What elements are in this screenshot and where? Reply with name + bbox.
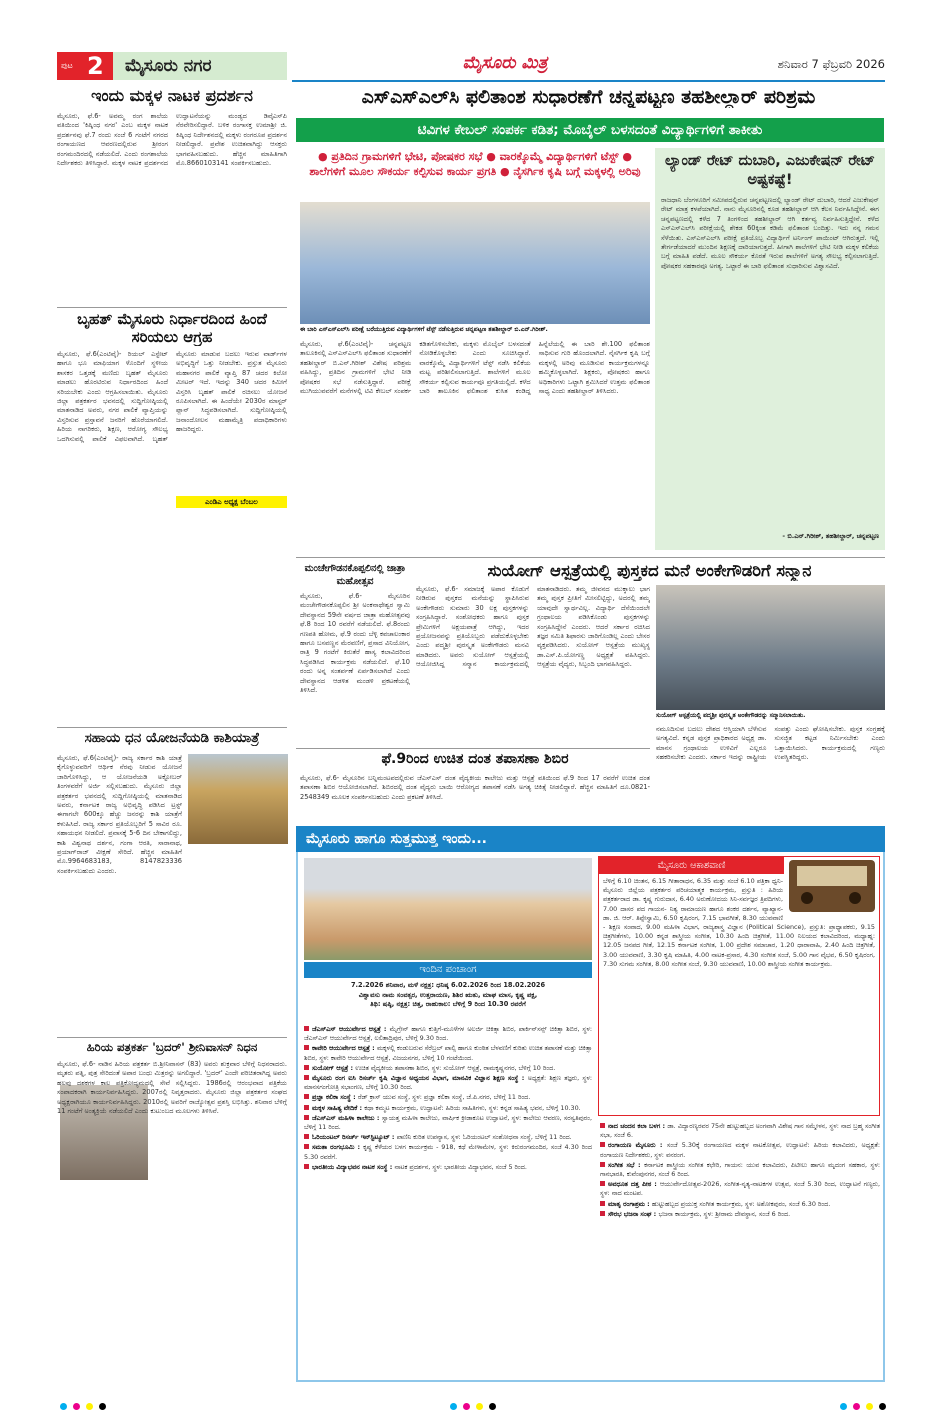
event-text: ಸ್ವಾಯತ್ತ ಮಹಿಳಾ ಕಾಲೇಜು, ವಾರ್ಷಿಕ ಕ್ರೀಡಾಕೂಟ ಉದ್ಘಾಟನೆ, ಸ್ಥಳ: ಕಾಲೇಜು ಆವರಣ, ಸರಸ್ವತಿಪುರಂ, ಬೆಳಿಗ್ಗೆ 11 ರಿಂದ.	[304, 1113, 592, 1132]
bullet-icon	[600, 1201, 605, 1206]
event-text: ಮೈಗ್ರೇನ್ ಹಾಗೂ ಕುತ್ತಿಗೆ-ಮೂಳೆಗಳ ಅಲರ್ಜಿ ಚಿಕಿತ್ಸಾ ಶಿಬಿರ, ಪಾರ್ಕಿನ್‌ಸನ್ಸ್ ಚಿಕಿತ್ಸಾ ಶಿಬಿರ, ಸ್ಥಳ: ಜೆಎಸ್‌ಎಸ್ ಆಯುರ್ವೇದ ಆಸ್ಪತ್ರೆ, ಲಲಿತಾದ್ರಿಪುರ, ಬೆಳಿಗ್ಗೆ 9.30 ರಿಂದ.	[304, 1025, 592, 1043]
bullet-icon	[600, 1211, 605, 1216]
event-text: ಭಜನಾ ಕಾರ್ಯಕ್ರಮ, ಸ್ಥಳ: ಶ್ರೀರಾಮ ದೇವಸ್ಥಾನ, ಸಂಜೆ 6 ರಿಂದ.	[658, 1209, 791, 1218]
bullet-icon	[304, 1134, 309, 1139]
felicitation-photo	[656, 585, 885, 710]
registration-dot	[86, 1403, 93, 1410]
lead-subhead: ಟಿವಿಗಳ ಕೇಬಲ್ ಸಂಪರ್ಕ ಕಡಿತ; ಮೊಬೈಲ್ ಬಳಸದಂತೆ ವಿದ್ಯಾರ್ಥಿಗಳಿಗೆ ತಾಕೀತು	[296, 118, 884, 142]
lead-body: ಮೈಸೂರು, ಫೆ.6(ಎಂಟಿವೈ)- ಚನ್ನಪಟ್ಟಣ ತಾಲೂಕಿನಲ್ಲಿ ಎಸ್‌ಎಸ್‌ಎಲ್‌ಸಿ ಫಲಿತಾಂಶ ಸುಧಾರಣೆಗೆ ತಹಶೀಲ್ದಾರ್ ಬಿ.ಎನ್.ಗಿರೀಶ್ ವಿಶೇಷ ಪರಿಶ್ರಮ ವಹಿಸಿದ್ದು, ಪ್ರತಿದಿನ ಗ್ರಾಮಗಳಿಗೆ ಭೇಟಿ ನೀಡಿ ಪೋಷಕರ ಸಭೆ ನಡೆಸುತ್ತಿದ್ದಾರೆ. ಪರೀಕ್ಷೆ ಮುಗಿಯುವವರೆಗೆ ಮನೆಗಳಲ್ಲಿ ಟಿವಿ ಕೇಬಲ್ ಸಂಪರ್ಕ ಕಡಿತಗೊಳಿಸಬೇಕು, ಮಕ್ಕಳು ಮೊಬೈಲ್ ಬಳಸದಂತೆ ನೋಡಿಕೊಳ್ಳಬೇಕು ಎಂದು ಸೂಚಿಸಿದ್ದಾರೆ. ವಾರಕ್ಕೊಮ್ಮೆ ವಿದ್ಯಾರ್ಥಿಗಳಿಗೆ ಟೆಸ್ಟ್ ನಡೆಸಿ ಕಲಿಕೆಯ ಮಟ್ಟ ಪರಿಶೀಲಿಸಲಾಗುತ್ತಿದೆ. ಶಾಲೆಗಳಿಗೆ ಮೂಲ ಸೌಕರ್ಯ ಕಲ್ಪಿಸುವ ಕಾರ್ಯವೂ ಪ್ರಗತಿಯಲ್ಲಿದೆ. ಕಳೆದ ಬಾರಿ ತಾಲೂಕಿನ ಫಲಿತಾಂಶ ಕುಸಿತ ಕಂಡಿದ್ದ ಹಿನ್ನೆಲೆಯಲ್ಲಿ ಈ ಬಾರಿ ಶೇ.100 ಫಲಿತಾಂಶ ಸಾಧಿಸುವ ಗುರಿ ಹೊಂದಲಾಗಿದೆ. ನೈಸರ್ಗಿಕ ಕೃಷಿ ಬಗ್ಗೆ ಮಕ್ಕಳಲ್ಲಿ ಅರಿವು ಮೂಡಿಸುವ ಕಾರ್ಯಕ್ರಮಗಳನ್ನೂ ಹಮ್ಮಿಕೊಳ್ಳಲಾಗಿದೆ. ಶಿಕ್ಷಕರು, ಪೋಷಕರು ಹಾಗೂ ಅಧಿಕಾರಿಗಳು ಒಟ್ಟಾಗಿ ಶ್ರಮಿಸಿದರೆ ಉತ್ತಮ ಫಲಿತಾಂಶ ಸಾಧ್ಯ ಎಂದು ತಹಶೀಲ್ದಾರ್ ತಿಳಿಸಿದರು.	[300, 340, 650, 396]
article-body: ಮೈಸೂರು, ಫೆ.6- ಅವಮ್ಮ ರಂಗ ಶಾಲೆಯ ವತಿಯಿಂದ 'ಕಿಷ್ಕಿಂಧ ನಗರ' ಎಂಬ ಮಕ್ಕಳ ನಾಟಕ ಪ್ರದರ್ಶನವು ಫೆ.7 ರಂದು ಸಂಜೆ 6 ಗಂಟೆಗೆ ನಗರದ ರಂಗಾಯಣದ ಆವರಣದಲ್ಲಿರುವ ಶ್ರೀರಂಗ ರಂಗಮಂದಿರದಲ್ಲಿ ನಡೆಯಲಿದೆ. ಎಂದು ರಂಗಶಾಲೆಯ ನಿರ್ದೇಶಕರು ತಿಳಿಸಿದ್ದಾರೆ. ಮಕ್ಕಳ ನಾಟಕ ಪ್ರದರ್ಶನದ ಉದ್ಘಾಟನೆಯನ್ನು ಮಂಡ್ಯದ ಡಿವೈಎಸ್‌ಪಿ ನೆರವೇರಿಸಲಿದ್ದಾರೆ. ಬಳಿಕ ರಂಗಾಸಕ್ತ ಉಮಾಶ್ರೀ ಜಿ. ಕಿಷ್ಕಿಂಧ ನಿರ್ದೇಶನದಲ್ಲಿ ಮಕ್ಕಳು ರಂಗರೂಪ ಪ್ರದರ್ಶನ ನೀಡಲಿದ್ದಾರೆ. ಪ್ರವೇಶ ಉಚಿತವಾಗಿದ್ದು ಆಸಕ್ತರು ಭಾಗವಹಿಸಬಹುದು. ಹೆಚ್ಚಿನ ಮಾಹಿತಿಗಾಗಿ ಮೊ.8660103141 ಸಂಪರ್ಕಿಸಬಹುದು.	[57, 112, 287, 168]
event-text: ಹುಟ್ಟುಹಬ್ಬದ ಪ್ರಯುಕ್ತ ಸಂಗೀತ ಕಾರ್ಯಕ್ರಮ, ಸ್ಥಳ: ಅಶೋಕಪುರಂ, ಸಂಜೆ 6.30 ರಿಂದ.	[651, 1199, 831, 1208]
event-text: ಮಕ್ಕಳಲ್ಲಿ ಕಂಡುಬರುವ ಸೆರೆಬ್ರಲ್ ಪಾಲ್ಸಿ ಹಾಗೂ ಕುಂಠಿತ ಬೆಳವಣಿಗೆ ಕುರಿತು ಉಚಿತ ತಪಾಸಣೆ ಮತ್ತು ಚಿಕಿತ್ಸಾ ಶಿಬಿರ, ಸ್ಥಳ: ಕಾವೇರಿ ಆಯುರ್ವೇದ ಆಸ್ಪತ್ರೆ, ವಿಜಯನಗರ, ಬೆಳಿಗ್ಗೆ 10 ಗಂಟೆಯಿಂದ.	[304, 1044, 592, 1062]
registration-dot	[489, 1403, 496, 1410]
event-item	[304, 1114, 592, 1132]
issue-date: ಶನಿವಾರ 7 ಫೆಬ್ರವರಿ 2026	[777, 57, 885, 71]
article-headline: ಮಂಚೇಗೌಡನಕೊಪ್ಪಲಿನಲ್ಲಿ ಜಾತ್ರಾ ಮಹೋತ್ಸವ	[304, 563, 406, 587]
event-place: ಸಂಗೀತ ಸಭೆ :	[608, 1160, 645, 1169]
divider	[57, 727, 287, 728]
bullet-icon	[600, 1142, 605, 1147]
akashavani-box	[598, 856, 880, 1116]
article-body: ಮೈಸೂರು, ಫೆ.6- ನಾಡಿನ ಹಿರಿಯ ಪತ್ರಕರ್ತ ಬಿ.ಶ್ರೀನಿವಾಸನ್ (83) ಅವರು ಶುಕ್ರವಾರ ಬೆಳಿಗ್ಗೆ ನಿಧನರಾದರು. ಮೃತರು ಪತ್ನಿ, ಪುತ್ರ ಸೇರಿದಂತೆ ಅಪಾರ ಬಂಧು ಮಿತ್ರರನ್ನು ಅಗಲಿದ್ದಾರೆ. 'ಬ್ರದರ್' ಎಂದೇ ಪರಿಚಿತರಾಗಿದ್ದ ಅವರು ಹಲವು ದಶಕಗಳ ಕಾಲ ಪತ್ರಿಕೋದ್ಯಮದಲ್ಲಿ ಸೇವೆ ಸಲ್ಲಿಸಿದ್ದರು. 1986ರಲ್ಲಿ ಆರಂಭವಾದ ಪತ್ರಿಕೆಯ ಸಂಪಾದಕರಾಗಿ ಕಾರ್ಯನಿರ್ವಹಿಸಿದ್ದರು. 2007ರಲ್ಲಿ ನಿವೃತ್ತರಾದರು. ಮೈಸೂರು ಜಿಲ್ಲಾ ಪತ್ರಕರ್ತರ ಸಂಘದ ಅಧ್ಯಕ್ಷರಾಗಿಯೂ ಕಾರ್ಯನಿರ್ವಹಿಸಿದ್ದರು. 2010ರಲ್ಲಿ ಅವರಿಗೆ ರಾಜ್ಯೋತ್ಸವ ಪ್ರಶಸ್ತಿ ಲಭಿಸಿತ್ತು. ಶನಿವಾರ ಬೆಳಿಗ್ಗೆ 11 ಗಂಟೆಗೆ ಅಂತ್ಯಕ್ರಿಯೆ ನಡೆಯಲಿದೆ ಎಂದು ಕುಟುಂಬದ ಮೂಲಗಳು ತಿಳಿಸಿವೆ.	[57, 1060, 287, 1116]
event-place: ಮಕ್ಕಳ ಸಾಹಿತ್ಯ ವೇದಿಕೆ :	[312, 1103, 365, 1112]
event-item	[600, 1141, 880, 1159]
event-text: ರೆಡ್ ಕ್ರಾಸ್ ಯುವ ಸಂಸ್ಥೆ, ಸ್ಥಳ: ಪ್ರಜ್ಞಾ ಕಲಿಕಾ ಸಂಸ್ಥೆ, ಜೆ.ಪಿ.ನಗರ, ಬೆಳಿಗ್ಗೆ 11 ರಿಂದ.	[357, 1093, 531, 1102]
panchanga	[304, 981, 592, 1010]
page-number-box	[57, 52, 113, 80]
bullet-icon	[304, 1075, 309, 1080]
masthead: ಮೈಸೂರು ಮಿತ್ರ	[462, 53, 548, 73]
photo-caption: ಈ ಬಾರಿ ಎಸ್‌ಎಸ್‌ಎಲ್‌ಸಿ ಪರೀಕ್ಷೆ ಬರೆಯುತ್ತಿರುವ ವಿದ್ಯಾರ್ಥಿಗಳಿಗೆ ಟೆಸ್ಟ್ ನಡೆಸುತ್ತಿರುವ ಚನ್ನಪಟ್ಟಣ ತಹಶೀಲ್ದಾರ್ ಬಿ.ಎನ್.ಗಿರೀಶ್.	[300, 326, 548, 333]
palace-photo	[304, 858, 592, 960]
events-list-right	[600, 1122, 880, 1377]
event-item	[304, 1064, 592, 1073]
event-item	[304, 1025, 592, 1043]
bullet-icon	[304, 1115, 309, 1120]
registration-dot	[879, 1403, 886, 1410]
registration-dot	[60, 1403, 67, 1410]
event-text: ಪಾಣಿನಿ ಕುರಿತ ಉಪನ್ಯಾಸ, ಸ್ಥಳ: ಓರಿಯಂಟಲ್ ಸಂಶೋಧನಾ ಸಂಸ್ಥೆ, ಬೆಳಿಗ್ಗೆ 11 ರಿಂದ.	[396, 1133, 572, 1142]
event-place: ರಂಗಾಯಣ ಮೈಸೂರು :	[608, 1141, 667, 1150]
event-item	[304, 1104, 592, 1113]
event-text: ಕಥಾ ಕಮ್ಮಟ ಕಾರ್ಯಕ್ರಮ, ಉದ್ಘಾಟನೆ: ಹಿರಿಯ ಸಾಹಿತಿಗಳು, ಸ್ಥಳ: ಕನ್ನಡ ಸಾಹಿತ್ಯ ಭವನ, ಬೆಳಿಗ್ಗೆ 10.30.	[364, 1103, 581, 1112]
photo-caption: ಸುಯೋಗ್ ಆಸ್ಪತ್ರೆಯಲ್ಲಿ ಪದ್ಮಶ್ರೀ ಪುರಸ್ಕೃತ ಅಂಕೇಗೌಡರನ್ನು ಸನ್ಮಾನಿಸಲಾಯಿತು.	[656, 712, 806, 719]
event-item	[600, 1161, 880, 1179]
event-item	[600, 1210, 880, 1219]
panchanga-title: ಇಂದಿನ ಪಂಚಾಂಗ	[304, 962, 592, 978]
registration-dot	[99, 1403, 106, 1410]
event-place: ಅವಧೂತ ದತ್ತ ಪೀಠ :	[608, 1180, 660, 1189]
event-text: ಉಚಿತ ವೈದ್ಯಕೀಯ ತಪಾಸಣಾ ಶಿಬಿರ, ಸ್ಥಳ: ಸುಯೋಗ್ ಆಸ್ಪತ್ರೆ, ರಾಮಕೃಷ್ಣನಗರ, ಬೆಳಿಗ್ಗೆ 10 ರಿಂದ.	[355, 1063, 556, 1072]
sidebox-headline: ಲ್ಯಾಂಡ್ ರೇಟ್ ದುಬಾರಿ, ಎಜುಕೇಷನ್ ರೇಟ್ ಅಷ್ಟಕಷ್ಟೆ!	[664, 153, 876, 188]
event-text: ಅಧ್ಯಕ್ಷತೆ: ಶಿಕ್ಷಣ ತಜ್ಞರು, ಸ್ಥಳ: ಮಾನಸಗಂಗೋತ್ರಿ ಸಭಾಂಗಣ, ಬೆಳಿಗ್ಗೆ 10.30 ರಿಂದ.	[304, 1074, 592, 1092]
article-headline: ಇಂದು ಮಕ್ಕಳ ನಾಟಕ ಪ್ರದರ್ಶನ	[91, 86, 253, 105]
registration-dot	[476, 1403, 483, 1410]
bullet-icon	[600, 1123, 605, 1128]
bullet-icon	[304, 1105, 309, 1110]
event-text: ಸಂಜೆ 5.30ಕ್ಕೆ ರಂಗಾಯಣದ ಮಕ್ಕಳ ನಾಟಕೋತ್ಸವ, ಉದ್ಘಾಟನೆ: ಹಿರಿಯ ಕಲಾವಿದರು, ಅಧ್ಯಕ್ಷತೆ: ರಂಗಾಯಣ ನಿರ್ದೇಶಕರು, ಸ್ಥಳ: ವನರಂಗ.	[600, 1141, 880, 1159]
event-place: ಸುಯೋಗ್ ಆಸ್ಪತ್ರೆ :	[312, 1063, 356, 1072]
bullet-icon	[304, 1026, 309, 1031]
event-place: ಜೆಎಸ್‌ಎಸ್ ಆಯುರ್ವೇದ ಆಸ್ಪತ್ರೆ :	[312, 1025, 390, 1033]
divider	[296, 748, 650, 749]
article-headline: ಸಹಾಯ ಧನ ಯೋಜನೆಯಡಿ ಕಾಶಿಯಾತ್ರೆ	[84, 730, 260, 746]
registration-dot	[463, 1403, 470, 1410]
event-place: ಜೆಎಸ್‌ಎಸ್ ಮಹಿಳಾ ಕಾಲೇಜು :	[312, 1113, 382, 1122]
print-registration-marks	[60, 1403, 106, 1410]
event-place: ಭಾರತೀಯ ವಿದ್ಯಾಭವನ ನಾಟಕ ಸಂಸ್ಥೆ :	[312, 1162, 395, 1171]
event-place: ನಾದ ಚಂದನ ಕಲಾ ಬಳಗ :	[608, 1122, 668, 1130]
event-item	[304, 1093, 592, 1102]
event-text: ಕೃಷ್ಣ ಕೆಳೆಯರ ಬಳಗ ಕಾರ್ಯಕ್ರಮ - 918, ಕಥೆ ಮೇಳಾಮೇಳ, ಸ್ಥಳ: ಕಿರುರಂಗಮಂದಿರ, ಸಂಜೆ 4.30 ರಿಂದ 5.30 ರವರೆಗೆ.	[304, 1143, 592, 1161]
section-title: ಮೈಸೂರು ನಗರ	[113, 52, 287, 80]
bullet-icon	[304, 1164, 309, 1169]
event-item	[304, 1044, 592, 1062]
sidebox	[655, 148, 885, 550]
event-item	[304, 1074, 592, 1092]
panchanga-line: ತಿಥಿ: ಷಷ್ಠಿ, ನಕ್ಷತ್ರ: ಚಿತ್ತ, ರಾಹುಕಾಲ: ಬೆಳಿಗ್ಗೆ 9 ರಿಂದ 10.30 ರವರೆಗೆ	[370, 1000, 526, 1008]
lead-bullets: ● ಪ್ರತಿದಿನ ಗ್ರಾಮಗಳಿಗೆ ಭೇಟಿ, ಪೋಷಕರ ಸಭೆ ● ವಾರಕ್ಕೊಮ್ಮೆ ವಿದ್ಯಾರ್ಥಿಗಳಿಗೆ ಟೆಸ್ಟ್ ● ಶಾಲೆಗಳಿಗೆ ಮೂಲ ಸೌಕರ್ಯ ಕಲ್ಪಿಸುವ ಕಾರ್ಯ ಪ್ರಗತಿ ● ನೈಸರ್ಗಿಕ ಕೃಷಿ ಬಗ್ಗೆ ಮಕ್ಕಳಲ್ಲಿ ಅರಿವು	[309, 150, 641, 178]
page-number: 2	[87, 52, 104, 80]
event-place: ಓರಿಯಂಟಲ್ ರಿಸರ್ಚ್ ಇನ್‌ಸ್ಟಿಟ್ಯೂಟ್ :	[312, 1133, 397, 1142]
article-body: ನಮೂದಿಸುವ ಬದಲು ದೇಶದ ಆಸ್ತಿಯಾಗಿ ಬೆಳೆಸುವ ಅಗತ್ಯವಿದೆ. ಕನ್ನಡ ಪುಸ್ತಕ ಪ್ರಾಧಿಕಾರದ ಅಧ್ಯಕ್ಷ ಡಾ. ಮಾನಸ ಗ್ರಂಥಾಲಯ ಉಳಿವಿಗೆ ಎಲ್ಲರೂ ಸಹಕರಿಸಬೇಕು ಎಂದರು. ಸರ್ಕಾರ ಇದನ್ನು ರಾಷ್ಟ್ರೀಯ ಸಂಪತ್ತು ಎಂದು ಘೋಷಿಸಬೇಕು. ಪುಸ್ತಕ ಸಂಗ್ರಹಕ್ಕೆ ಸುಸಜ್ಜಿತ ಕಟ್ಟಡ ನಿರ್ಮಿಸಬೇಕು ಎಂದು ಒತ್ತಾಯಿಸಿದರು. ಕಾರ್ಯಕ್ರಮದಲ್ಲಿ ಗಣ್ಯರು ಉಪಸ್ಥಿತರಿದ್ದರು.	[656, 725, 885, 762]
divider	[296, 557, 885, 558]
print-registration-marks	[840, 1403, 886, 1410]
event-place: ಸೌರಭ ಭಜನಾ ಸಂಘ :	[608, 1209, 659, 1218]
akashavani-title: ಮೈಸೂರು ಆಕಾಶವಾಣಿ	[599, 857, 784, 874]
registration-dot	[840, 1403, 847, 1410]
sidebox-body: ರಾಜಧಾನಿ ಬೆಂಗಳೂರಿಗೆ ಸಮೀಪದಲ್ಲಿರುವ ಚನ್ನಪಟ್ಟಣದಲ್ಲಿ ಲ್ಯಾಂಡ್ ರೇಟ್ ದುಬಾರಿ, ಆದರೆ ಎಜುಕೇಷನ್ ರೇಟ್ ಮಾತ್ರ ಕಳಪೆಯಾಗಿದೆ. ನಾನು ಮೈಸೂರಿನಲ್ಲಿ ಕೂಡ ತಹಶೀಲ್ದಾರ್ ಆಗಿ ಕೆಲಸ ನಿರ್ವಹಿಸಿದ್ದೇನೆ. ಈಗ ಚನ್ನಪಟ್ಟಣದಲ್ಲಿ ಕಳೆದ 7 ತಿಂಗಳಿಂದ ತಹಶೀಲ್ದಾರ್ ಆಗಿ ಕರ್ತವ್ಯ ನಿರ್ವಹಿಸುತ್ತಿದ್ದೇನೆ. ಕಳೆದ ಎಸ್‌ಎಸ್‌ಎಲ್‌ಸಿ ಪರೀಕ್ಷೆಯಲ್ಲಿ ಶೇಕಡ 60ಕ್ಕಿಂತ ಕಡಿಮೆ ಫಲಿತಾಂಶ ಬಂದಿತ್ತು. ಇದು ನನ್ನ ಗಮನ ಸೆಳೆಯಿತು. ಎಸ್‌ಎಸ್‌ಎಲ್‌ಸಿ ಪರೀಕ್ಷೆ ಪ್ರತಿಯೊಬ್ಬ ವಿದ್ಯಾರ್ಥಿಗೆ ಟರ್ನಿಂಗ್ ಪಾಯಿಂಟ್ ಆಗಿರುತ್ತದೆ. ಇಲ್ಲಿ ತೇರ್ಗಡೆಯಾದರೆ ಮುಂದಿನ ಶಿಕ್ಷಣಕ್ಕೆ ದಾರಿಯಾಗುತ್ತದೆ. ಹೀಗಾಗಿ ಶಾಲೆಗಳಿಗೆ ಭೇಟಿ ನೀಡಿ ಮಕ್ಕಳ ಕಲಿಕೆಯ ಬಗ್ಗೆ ಮಾಹಿತಿ ಪಡೆದೆ. ಮೂಲ ಸೌಕರ್ಯ ಕೊರತೆ ಇರುವ ಶಾಲೆಗಳಿಗೆ ಅಗತ್ಯ ಸೌಲಭ್ಯ ಕಲ್ಪಿಸಲಾಗುತ್ತಿದೆ. ಪೋಷಕರ ಸಹಕಾರವೂ ಅಗತ್ಯ. ಒಟ್ಟಾರೆ ಈ ಬಾರಿ ಫಲಿತಾಂಶ ಸುಧಾರಿಸುವ ವಿಶ್ವಾಸವಿದೆ.	[661, 196, 879, 270]
today-banner: ಮೈಸೂರು ಹಾಗೂ ಸುತ್ತಮುತ್ತ ಇಂದು...	[296, 826, 885, 852]
article-headline: ಹಿರಿಯ ಪತ್ರಕರ್ತ 'ಬ್ರದರ್' ಶ್ರೀನಿವಾಸನ್ ನಿಧನ	[86, 1040, 258, 1054]
bullet-icon	[304, 1094, 309, 1099]
event-item	[600, 1200, 880, 1209]
article-headline: ಸುಯೋಗ್ ಆಸ್ಪತ್ರೆಯಲ್ಲಿ ಪುಸ್ತಕದ ಮನೆ ಅಂಕೇಗೌಡರಿಗೆ ಸನ್ಮಾನ	[487, 561, 812, 580]
registration-dot	[73, 1403, 80, 1410]
akashavani-schedule: ಬೆಳಿಗ್ಗೆ 6.10 ಚಿಂತನ, 6.15 ಗೀತಾರಾಧನ, 6.35 ಮತ್ತು ಸಂಜೆ 6.10 ಪತ್ರಿಕಾ ಧ್ವನಿ- ಮೈಸೂರು ಜಿಲ್ಲೆಯ ಪತ್ರಕರ್ತರ ಪರಿಚಯಾತ್ಮಕ ಕಾರ್ಯಕ್ರಮ, ಪ್ರಸ್ತುತಿ : ಹಿರಿಯ ಪತ್ರಕರ್ತರಾದ ಡಾ. ಕೃಷ್ಣ ಗುರುದಾಸ, 6.40 ಅರುಣೋದಯ ಸಿನಿ-ಸರ್ವಜ್ಞರ ತ್ರಿಪದಿಗಳು, 7.00 ದಾಸರ ಪದ ಗಾಯನ- ನಿತ್ಯ ರಾಮಾಯಣ ಹಾಗೂ ಶಂಕರ ದರ್ಶನ, ವ್ಯಾಖ್ಯಾನ- ಡಾ. ಜಿ. ಆರ್. ತಿಪ್ಪೇಸ್ವಾಮಿ, 6.50 ಕೃಷಿರಂಗ, 7.15 ಭಾವಗೀತೆ, 8.30 ಯುವವಾಣಿ - ಶಿಕ್ಷಣ ಸಂವಾದ, 9.00 ಮಹಿಳಾ ವಿಭಾಗ, ರಾಜ್ಯಶಾಸ್ತ್ರ ವಿಜ್ಞಾನ (Political Science), ಪ್ರಸ್ತುತಿ: ಪ್ರಾಧ್ಯಾಪಕರು, 9.15 ಚಿತ್ರಗೀತೆಗಳು, 10.00 ಕನ್ನಡ ಶಾಸ್ತ್ರೀಯ ಸಂಗೀತ, 10.30 ಹಿಂದಿ ಚಿತ್ರಗೀತೆ, 11.00 ನಿಲಯದ ಕಲಾವಿದರಿಂದ, ಮಧ್ಯಾಹ್ನ: 12.05 ಜನಪದ ಗೀತೆ, 12.15 ಕರ್ನಾಟಕ ಸಂಗೀತ, 1.00 ಪ್ರದೇಶ ಸಮಾಚಾರ, 1.20 ಧಾರಾವಾಹಿ, 2.40 ಹಿಂದಿ ಚಿತ್ರಗೀತೆ, 3.00 ಯುವವಾಣಿ, 3.30 ಕೃಷಿ ಮಾಹಿತಿ, 4.00 ನಾಟಕ-ಪ್ರಸಾರ, 4.30 ಸಂಗೀತ ಸಂಜೆ, 5.00 ಗಾನ ವೈಭವ, 6.50 ಕೃಷಿರಂಗ, 7.30 ಸುಗಮ ಸಂಗೀತ, 8.00 ಸಂಗೀತ ಸಂಜೆ, 9.30 ಯುವವಾಣಿ, 10.00 ಶಾಸ್ತ್ರೀಯ ಸಂಗೀತ ಕಾರ್ಯಕ್ರಮ.	[603, 877, 875, 968]
article-body: ಮೈಸೂರು, ಫೆ.6(ಎಂಟಿವೈ)- ರಿಯಲ್ ಎಸ್ಟೇಟ್ ಹಾಗೂ ಭೂ ಮಾಫಿಯಾಗ ಳೊಂದಿಗೆ ಸ್ಥಳೀಯ ಶಾಸಕರ ಒತ್ತಡಕ್ಕೆ ಮಣಿದು ಬೃಹತ್ ಮೈಸೂರು ಮಾಡಲು ಹೊರಟಿರುವ ನಿರ್ಧಾರದಿಂದ ಹಿಂದೆ ಸರಿಯಬೇಕು ಎಂದು ಆಗ್ರಹಿಸಲಾಯಿತು. ಮೈಸೂರು ಜಿಲ್ಲಾ ಪತ್ರಕರ್ತರ ಭವನದಲ್ಲಿ ಸುದ್ದಿಗೋಷ್ಠಿಯಲ್ಲಿ ಮಾತನಾಡಿದ ಅವರು, ನಗರ ಪಾಲಿಕೆ ವ್ಯಾಪ್ತಿಯನ್ನು ವಿಸ್ತರಿಸುವ ಪ್ರಸ್ತಾವನೆ ಜನರಿಗೆ ಹೊರೆಯಾಗಲಿದೆ. ಹಿರಿಯ ನಾಗರಿಕರು, ಶಿಕ್ಷಣ, ಆರೋಗ್ಯ ಸೌಲಭ್ಯ ಒದಗಿಸುವಲ್ಲಿ ಪಾಲಿಕೆ ವಿಫಲವಾಗಿದೆ. ಬೃಹತ್ ಮೈಸೂರು ಮಾಡುವ ಬದಲು ಇರುವ ವಾರ್ಡ್‌ಗಳ ಅಭಿವೃದ್ಧಿಗೆ ಒತ್ತು ನೀಡಬೇಕು. ಪ್ರಸ್ತುತ ಮೈಸೂರು ಮಹಾನಗರ ಪಾಲಿಕೆ ವ್ಯಾಪ್ತಿ 87 ಚದರ ಕಿಲೋ ಮೀಟರ್ ಇದೆ. ಇದನ್ನು 340 ಚದರ ಕಿಮೀಗೆ ವಿಸ್ತರಿಸಿ ಬೃಹತ್ ಪಾಲಿಕೆ ರಚಿಸಲು ಯೋಜನೆ ರೂಪಿಸಲಾಗಿದೆ. ಈ ಹಿಂದೆಯೇ 2030ರ ಮಾಸ್ಟರ್ ಪ್ಲಾನ್ ಸಿದ್ಧಪಡಿಸಲಾಗಿದೆ. ಸುದ್ದಿಗೋಷ್ಠಿಯಲ್ಲಿ ಜನಾಂದೋಲನ ಮಹಾಮೈತ್ರಿ ಪದಾಧಿಕಾರಿಗಳು ಹಾಜರಿದ್ದರು.	[57, 350, 287, 443]
print-registration-marks	[450, 1403, 496, 1410]
event-place: ಕಾವೇರಿ ಆಯುರ್ವೇದ ಆಸ್ಪತ್ರೆ :	[312, 1044, 377, 1053]
bullet-icon	[304, 1045, 309, 1050]
event-item	[600, 1180, 880, 1198]
panchanga-line: ವಿಶ್ವಾವಸು ನಾಮ ಸಂವತ್ಸರ, ಉತ್ತರಾಯಣ, ಶಿಶಿರ ಋತು, ಮಾಘ ಮಾಸ, ಕೃಷ್ಣ ಪಕ್ಷ,	[358, 990, 538, 999]
event-place: ಪ್ರಜ್ಞಾ ಕಲಿಕಾ ಸಂಸ್ಥೆ :	[312, 1093, 358, 1102]
article-headline: ಫೆ.9ರಿಂದ ಉಚಿತ ದಂತ ತಪಾಸಣಾ ಶಿಬಿರ	[381, 751, 569, 767]
article-body: ಮೈಸೂರು, ಫೆ.6(ಎಂಟಿವೈ)- ರಾಜ್ಯ ಸರ್ಕಾರ ಕಾಶಿ ಯಾತ್ರೆ ಕೈಗೊಳ್ಳುವವರಿಗೆ ಆರ್ಥಿಕ ನೆರವು ನೀಡುವ ಯೋಜನೆ ಜಾರಿಗೊಳಿಸಿದ್ದು, ಆ ಯೋಜನೆಯಡಿ ಅಕ್ಟೋಬರ್ ತಿಂಗಳವರೆಗೆ ಅರ್ಜಿ ಸಲ್ಲಿಸಬಹುದು. ಮೈಸೂರು ಜಿಲ್ಲಾ ಪತ್ರಕರ್ತರ ಭವನದಲ್ಲಿ ಸುದ್ದಿಗೋಷ್ಠಿಯಲ್ಲಿ ಮಾತನಾಡಿದ ಅವರು, ಕರ್ನಾಟಕ ರಾಜ್ಯ ಅಭಿವೃದ್ಧಿ ಪಡಿಸಿದ ಟ್ರಸ್ಟ್ ಈಗಾಗಲೇ 600ಕ್ಕೂ ಹೆಚ್ಚು ಜನರನ್ನು ಕಾಶಿ ಯಾತ್ರೆಗೆ ಕಳುಹಿಸಿದೆ. ರಾಜ್ಯ ಸರ್ಕಾರ ಪ್ರತಿಯೊಬ್ಬರಿಗೆ 5 ಸಾವಿರ ರೂ. ಸಹಾಯಧನ ನೀಡಲಿದೆ. ಪ್ರವಾಸಕ್ಕೆ 5-6 ದಿನ ಬೇಕಾಗಲಿದ್ದು, ಕಾಶಿ ವಿಶ್ವನಾಥ ದರ್ಶನ, ಗಂಗಾ ಆರತಿ, ಸಾರಾನಾಥ, ಪ್ರಯಾಗ್‌ರಾಜ್ ವೀಕ್ಷಣೆ ಸೇರಿದೆ. ಹೆಚ್ಚಿನ ಮಾಹಿತಿಗೆ ಮೊ.9964683183, 8147823336 ಸಂಪರ್ಕಿಸಬಹುದು ಎಂದರು.	[57, 754, 182, 875]
divider	[57, 307, 287, 308]
classroom-photo	[300, 202, 650, 324]
temple-photo	[188, 754, 288, 844]
bullet-icon	[304, 1065, 309, 1070]
divider	[57, 1037, 287, 1038]
event-place: ಮೈಸೂರು ರಂಗ ಐಸಿ ರಿಸರ್ಚ್ ಕೃಷಿ ವಿಜ್ಞಾನ ಅಧ್ಯಯನ ವಿಭಾಗ, ಮಾನವಿಕ ವಿಜ್ಞಾನ ಶಿಕ್ಷಣ ಸಂಸ್ಥೆ :	[312, 1074, 528, 1083]
event-item	[304, 1163, 592, 1172]
event-place: ಮಾತೃ ರಂಗಾಶ್ರಮ :	[608, 1199, 652, 1208]
event-text: ನಾಟಕ ಪ್ರದರ್ಶನ, ಸ್ಥಳ: ಭಾರತೀಯ ವಿದ್ಯಾಭವನ, ಸಂಜೆ 5 ರಿಂದ.	[394, 1162, 527, 1171]
bullet-icon	[304, 1144, 309, 1149]
registration-dot	[866, 1403, 873, 1410]
page-label: ಪುಟ	[61, 61, 73, 70]
lead-headline: ಎಸ್‌ಎಸ್‌ಎಲ್‌ಸಿ ಫಲಿತಾಂಶ ಸುಧಾರಣೆಗೆ ಚನ್ನಪಟ್ಟಣ ತಹಶೀಲ್ದಾರ್ ಪರಿಶ್ರಮ	[361, 86, 816, 108]
event-place: ಸಮತಾ ರಂಗಭೂಮಿ :	[312, 1143, 364, 1152]
event-text: ಕರ್ನಾಟಕ ಶಾಸ್ತ್ರೀಯ ಸಂಗೀತ ಕಛೇರಿ, ಗಾಯನ: ಯುವ ಕಲಾವಿದರು, ಪಿಟೀಲು ಹಾಗೂ ಮೃದಂಗ ಸಹಕಾರ, ಸ್ಥಳ: ಗಾನಭಾರತಿ, ಕುವೆಂಪುನಗರ, ಸಂಜೆ 6 ರಿಂದ.	[600, 1160, 880, 1179]
article-body: ಮೈಸೂರು, ಫೆ.6- ಸಮಾಜಕ್ಕೆ ಅಪಾರ ಕೊಡುಗೆ ನೀಡಿರುವ ಪುಸ್ತಕದ ಮನೆಯನ್ನು ಸ್ಥಾಪಿಸಿರುವ ಅಂಕೇಗೌಡರು ಸುಮಾರು 30 ಲಕ್ಷ ಪುಸ್ತಕಗಳನ್ನು ಸಂಗ್ರಹಿಸಿದ್ದಾರೆ. ಸಂಶೋಧಕರು ಹಾಗೂ ಪುಸ್ತಕ ಪ್ರೇಮಿಗಳಿಗೆ ಅಕ್ಷಯಪಾತ್ರೆ ಆಗಿದ್ದು, ಇದರ ಪ್ರಯೋಜನವನ್ನು ಪ್ರತಿಯೊಬ್ಬರು ಪಡೆದುಕೊಳ್ಳಬೇಕು ಎಂದು ಪದ್ಮಶ್ರೀ ಪುರಸ್ಕೃತ ಅಂಕೇಗೌಡರು ಮನವಿ ಮಾಡಿದರು. ಅವರು ಸುಯೋಗ್ ಆಸ್ಪತ್ರೆಯಲ್ಲಿ ಆಯೋಜಿಸಿದ್ದ ಸನ್ಮಾನ ಕಾರ್ಯಕ್ರಮದಲ್ಲಿ ಮಾತನಾಡಿದರು. ತಮ್ಮ ಜೀವನದ ಮುಕ್ಕಾಲು ಭಾಗ ತಮ್ಮ ಪುಸ್ತಕ ಪ್ರೀತಿಗೆ ಮೀಸಲಿಟ್ಟಿದ್ದು, ಅದರಲ್ಲಿ ತಮ್ಮ ಯಾವುದೇ ಸ್ವಾರ್ಥವಿಲ್ಲ. ವಿದ್ಯಾರ್ಥಿ ದೆಸೆಯಿಂದಲೇ ಗ್ರಂಥಾಲಯ ಪಡಿಸಿಕೊಂಡು ಪುಸ್ತಕಗಳನ್ನು ಸಂಗ್ರಹಿಸಿದ್ದೇನೆ ಎಂದರು. ಆದರೆ ಸರ್ಕಾರ ರಚಿಸಿದ ತಜ್ಞರ ಸಮಿತಿ ಶಿಫಾರಸು ಜಾರಿಗೊಂಡಿಲ್ಲ ಎಂದು ಬೇಸರ ವ್ಯಕ್ತಪಡಿಸಿದರು. ಸುಯೋಗ್ ಆಸ್ಪತ್ರೆಯ ಮುಖ್ಯಸ್ಥ ಡಾ.ಎಸ್.ಪಿ.ಯೋಗಣ್ಣ ಅಧ್ಯಕ್ಷತೆ ವಹಿಸಿದ್ದರು. ಆಸ್ಪತ್ರೆಯ ವೈದ್ಯರು, ಸಿಬ್ಬಂದಿ ಭಾಗವಹಿಸಿದ್ದರು.	[416, 585, 650, 669]
sidebox-byline: - ಬಿ.ಎನ್.ಗಿರೀಶ್, ತಹಶೀಲ್ದಾರ್, ಚನ್ನಪಟ್ಟಣ	[782, 532, 879, 540]
events-list-left	[304, 1025, 592, 1377]
event-text: ಡಾ. ವಿದ್ಯಾರಣ್ಯರವರ 75ನೇ ಹುಟ್ಟುಹಬ್ಬದ ಅಂಗವಾಗಿ ವಿಶೇಷ ಗಾನ ಸಮ್ಮೇಳನ, ಸ್ಥಳ: ನಾದ ಬ್ರಹ್ಮ ಸಂಗೀತ ಸಭಾ, ಸಂಜೆ 6.	[600, 1122, 880, 1140]
bullet-icon	[600, 1181, 605, 1186]
panchanga-line: 7.2.2026 ಶನಿವಾರ, ಮಳೆ ನಕ್ಷತ್ರ: ಧನಿಷ್ಠ 6.02.2026 ರಿಂದ 18.02.2026	[350, 981, 546, 989]
event-item	[304, 1133, 592, 1142]
event-item	[600, 1122, 880, 1140]
article-subhead-highlight: ಎಂಡಿಎ ಅಧ್ಯಕ್ಷ ಬೆಂಬಲ	[176, 496, 287, 508]
header-rule	[292, 80, 885, 82]
article-body: ಮೈಸೂರು, ಫೆ.6- ಮೈಸೂರಿನ ಮಂಚೇಗೌಡನಕೊಪ್ಪಲಿನ ಶ್ರೀ ಅಂಕನಾಥೇಶ್ವರ ಸ್ವಾಮಿ ದೇವಸ್ಥಾನದ 59ನೇ ವರ್ಷದ ಜಾತ್ರಾ ಮಹೋತ್ಸವವು ಫೆ.8 ರಿಂದ 10 ರವರೆಗೆ ನಡೆಯಲಿದೆ. ಫೆ.8ರಂದು ಗಣಪತಿ ಹೋಮ, ಫೆ.9 ರಂದು ಬೆಳ್ಳಿ ಕವಚಾಲಂಕಾರ ಹಾಗೂ ಬಸವಣ್ಣನ ಮೆರವಣಿಗೆ, ಪ್ರಸಾದ ವಿನಿಯೋಗ, ರಾತ್ರಿ 9 ಗಂಟೆಗೆ ಕಿರುತೆರೆ ಹಾಸ್ಯ ಕಲಾವಿದರಿಂದ ಸಿದ್ಧಪಡಿಸಿದ ಕಾರ್ಯಕ್ರಮ ನಡೆಯಲಿದೆ. ಫೆ.10 ರಂದು ಅನ್ನ ಸಂತರ್ಪಣೆ ಏರ್ಪಡಿಸಲಾಗಿದೆ ಎಂದು ದೇವಸ್ಥಾನದ ಆಡಳಿತ ಮಂಡಳಿ ಪ್ರಕಟಣೆಯಲ್ಲಿ ತಿಳಿಸಿದೆ.	[300, 592, 410, 695]
event-item	[304, 1143, 592, 1161]
registration-dot	[853, 1403, 860, 1410]
event-text: ಆಯುರ್ವೇದೋತ್ಸವ-2026, ಸಂಗೀತ-ನೃತ್ಯ-ನಾಟಕಗಳ ಉತ್ಸವ, ಸಂಜೆ 5.30 ರಿಂದ, ಉದ್ಘಾಟನೆ ಗಣ್ಯರು, ಸ್ಥಳ: ನಾದ ಮಂಟಪ.	[600, 1180, 880, 1198]
article-body: ಮೈಸೂರು, ಫೆ.6- ಮೈಸೂರಿನ ಬನ್ನಿಮಂಟಪದಲ್ಲಿರುವ ಜೆಎಸ್‌ಎಸ್ ದಂತ ವೈದ್ಯಕೀಯ ಕಾಲೇಜು ಮತ್ತು ಆಸ್ಪತ್ರೆ ವತಿಯಿಂದ ಫೆ.9 ರಿಂದ 17 ರವರೆಗೆ ಉಚಿತ ದಂತ ತಪಾಸಣಾ ಶಿಬಿರ ಆಯೋಜಿಸಲಾಗಿದೆ. ಶಿಬಿರದಲ್ಲಿ ದಂತ ವೈದ್ಯರು ಬಾಯಿ ಆರೋಗ್ಯದ ತಪಾಸಣೆ ನಡೆಸಿ ಅಗತ್ಯ ಚಿಕಿತ್ಸೆ ನೀಡಲಿದ್ದಾರೆ. ಹೆಚ್ಚಿನ ಮಾಹಿತಿಗೆ ದೂ.0821-2548349 ಮೂಲಕ ಸಂಪರ್ಕಿಸಬಹುದು ಎಂದು ಪ್ರಕಟಣೆ ತಿಳಿಸಿದೆ.	[300, 774, 650, 801]
bullet-icon	[600, 1162, 605, 1167]
registration-dot	[450, 1403, 457, 1410]
article-headline: ಬೃಹತ್ ಮೈಸೂರು ನಿರ್ಧಾರದಿಂದ ಹಿಂದೆ ಸರಿಯಲು ಆಗ್ರಹ	[77, 310, 267, 346]
